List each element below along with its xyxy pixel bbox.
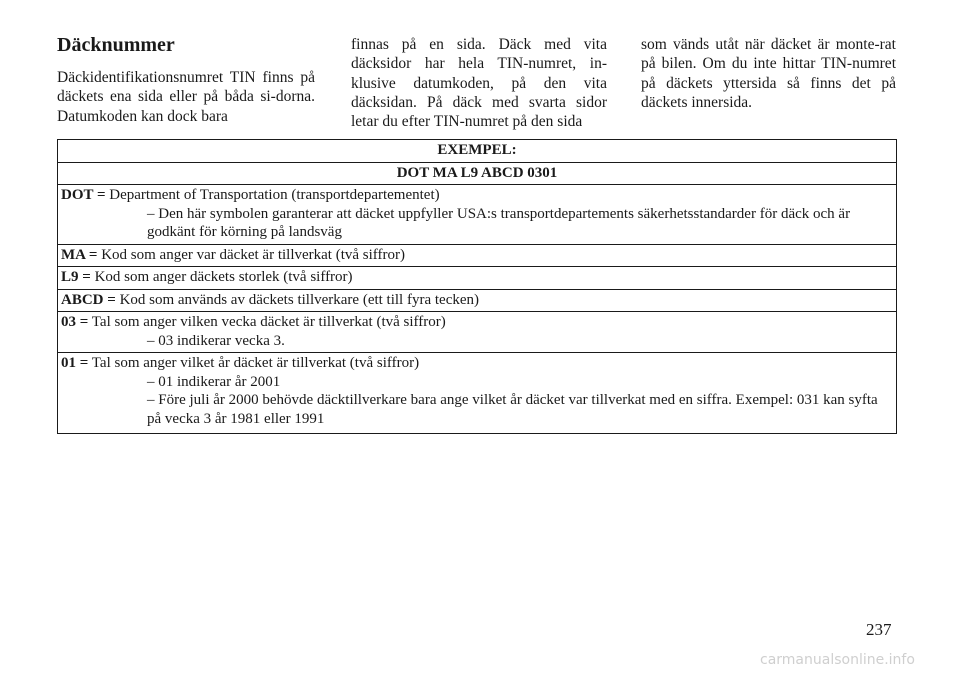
row-subtext: – 01 indikerar år 2001	[147, 373, 281, 390]
body-text-column-2: finnas på en sida. Däck med vita däcksidor har hela TIN-numret, in-klusive datumkoden, på den vita däcksidan. På däck med svarta sidor letar du efter TIN-numret på den sida	[351, 36, 607, 131]
table-row-03	[58, 312, 896, 353]
body-text-column-3: som vänds utåt när däcket är monte-rat på bilen. Om du inte hittar TIN-numret på däckets yttersida så finns det på däckets innersida.	[641, 36, 896, 111]
row-text: Kod som anger var däcket är tillverkat (två siffror)	[101, 246, 405, 263]
row-code: DOT =	[61, 187, 106, 203]
row-text: Kod som används av däckets tillverkare (ett till fyra tecken)	[119, 291, 480, 308]
page-number: 237	[866, 620, 892, 639]
table-row-l9	[58, 267, 896, 290]
example-title: EXEMPEL:	[58, 140, 896, 163]
table-row-dot	[58, 185, 896, 245]
row-text: Tal som anger vilken vecka däcket är tillverkat (två siffror)	[91, 314, 446, 330]
row-code: 03 =	[61, 314, 89, 330]
row-subtext: – 03 indikerar vecka 3.	[147, 332, 285, 349]
row-code: L9 =	[61, 269, 91, 285]
section-heading: Däcknummer	[57, 34, 175, 56]
row-code: MA =	[61, 246, 98, 263]
table-row-ma	[58, 245, 896, 268]
row-code: 01 =	[61, 355, 89, 371]
row-subtext: – Före juli år 2000 behövde däcktillverkare bara ange vilket år däcket var tillverkat med en siffra. Exempel: 031 kan syfta på vecka 3 år 1981 eller 1991	[147, 392, 878, 427]
body-text-column-1: Däckidentifikationsnumret TIN finns på däckets ena sida eller på båda si-dorna. Datumkoden kan dock bara	[57, 69, 315, 125]
row-subtext: – Den här symbolen garanterar att däcket uppfyller USA:s transportdepartements säkerhetsstandarder för däck och är godkänt för körning på landsväg	[147, 205, 851, 240]
example-code: DOT MA L9 ABCD 0301	[58, 163, 896, 186]
row-text: Department of Transportation (transportdepartementet)	[109, 187, 440, 203]
row-text: Tal som anger vilket år däcket är tillverkat (två siffror)	[91, 355, 420, 371]
table-row-01	[58, 353, 896, 433]
tin-example-table	[57, 139, 897, 434]
row-code: ABCD =	[61, 291, 116, 308]
watermark: carmanualsonline.info	[760, 652, 915, 668]
table-row-abcd	[58, 290, 896, 313]
row-text: Kod som anger däckets storlek (två siffror)	[94, 269, 353, 285]
